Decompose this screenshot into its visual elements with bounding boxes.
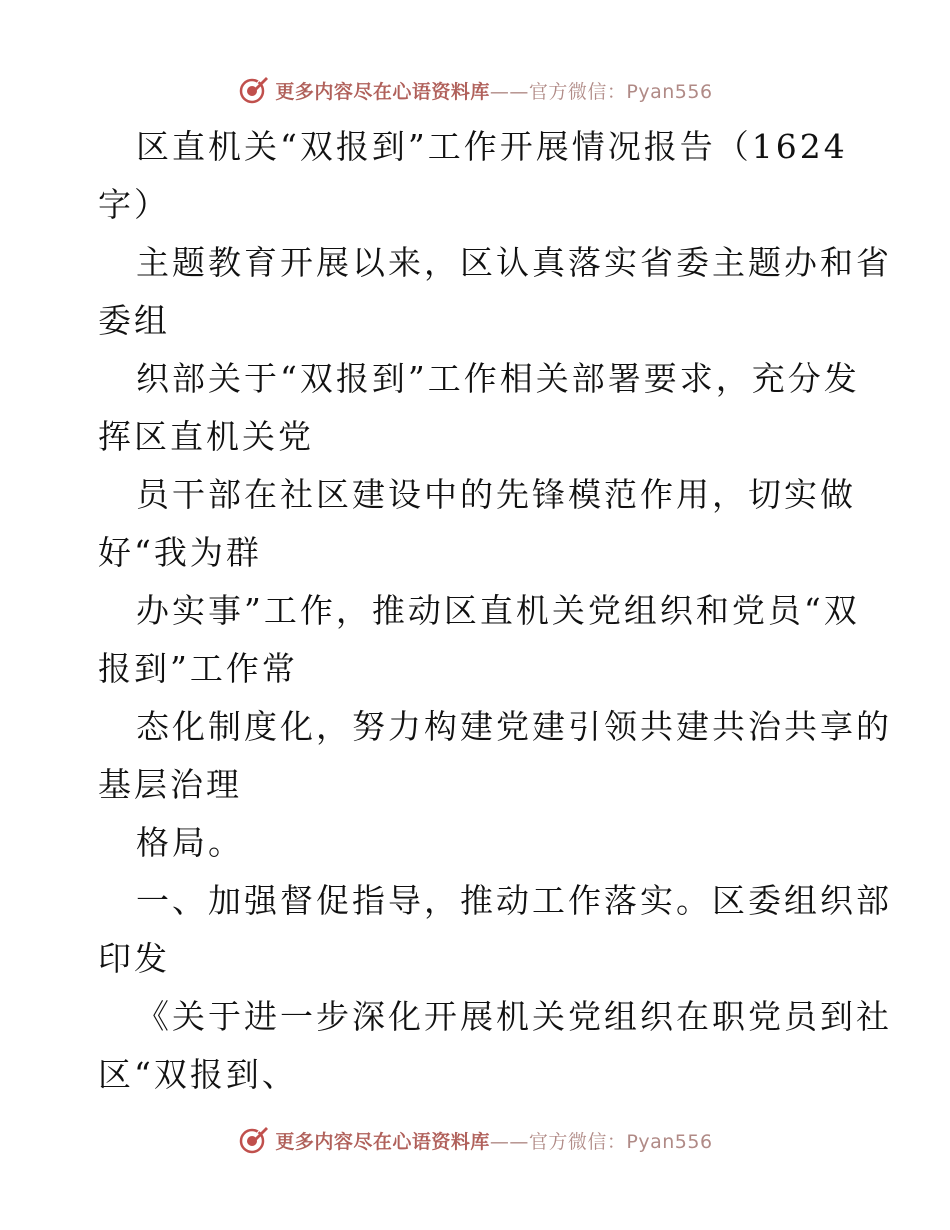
watermark-site-text: 更多内容尽在心语资料库 — [275, 1130, 490, 1153]
document-line: 挥区直机关党 — [98, 417, 314, 456]
document-line: 态化制度化，努力构建党建引领共建共治共享的 — [136, 707, 892, 746]
header-watermark — [0, 70, 950, 110]
document-line: 《关于进一步深化开展机关党组织在职党员到社 — [136, 997, 892, 1036]
document-body — [98, 118, 892, 1104]
document-line: 基层治理 — [98, 765, 242, 804]
document-line: 好“我为群 — [98, 533, 262, 572]
watermark-contact-text: 官方微信：Pyan556 — [528, 1130, 713, 1153]
watermark-site-text: 更多内容尽在心语资料库 — [275, 80, 490, 103]
document-line: 员干部在社区建设中的先锋模范作用，切实做 — [136, 475, 856, 514]
watermark-contact-text: 官方微信：Pyan556 — [528, 80, 713, 103]
document-line: 委组 — [98, 301, 170, 340]
document-line: 格局。 — [136, 823, 244, 862]
document-line: 印发 — [98, 939, 170, 978]
quill-pen-logo-icon — [237, 1124, 269, 1156]
watermark-text — [275, 1127, 712, 1154]
document-line: 报到”工作常 — [98, 649, 298, 688]
document-line: 办实事”工作，推动区直机关党组织和党员“双 — [136, 591, 860, 630]
document-line: 区直机关“双报到”工作开展情况报告（1624 — [136, 127, 848, 166]
quill-pen-logo-icon — [237, 74, 269, 106]
document-line: 区“双报到、 — [98, 1055, 298, 1094]
document-line: 织部关于“双报到”工作相关部署要求，充分发 — [136, 359, 860, 398]
document-line: 一、加强督促指导，推动工作落实。区委组织部 — [136, 881, 892, 920]
document-line: 主题教育开展以来，区认真落实省委主题办和省 — [136, 243, 892, 282]
watermark-separator: —— — [489, 1130, 529, 1153]
document-line: 字） — [98, 185, 170, 224]
footer-watermark — [0, 1120, 950, 1160]
watermark-separator: —— — [489, 80, 529, 103]
watermark-text — [275, 77, 712, 104]
